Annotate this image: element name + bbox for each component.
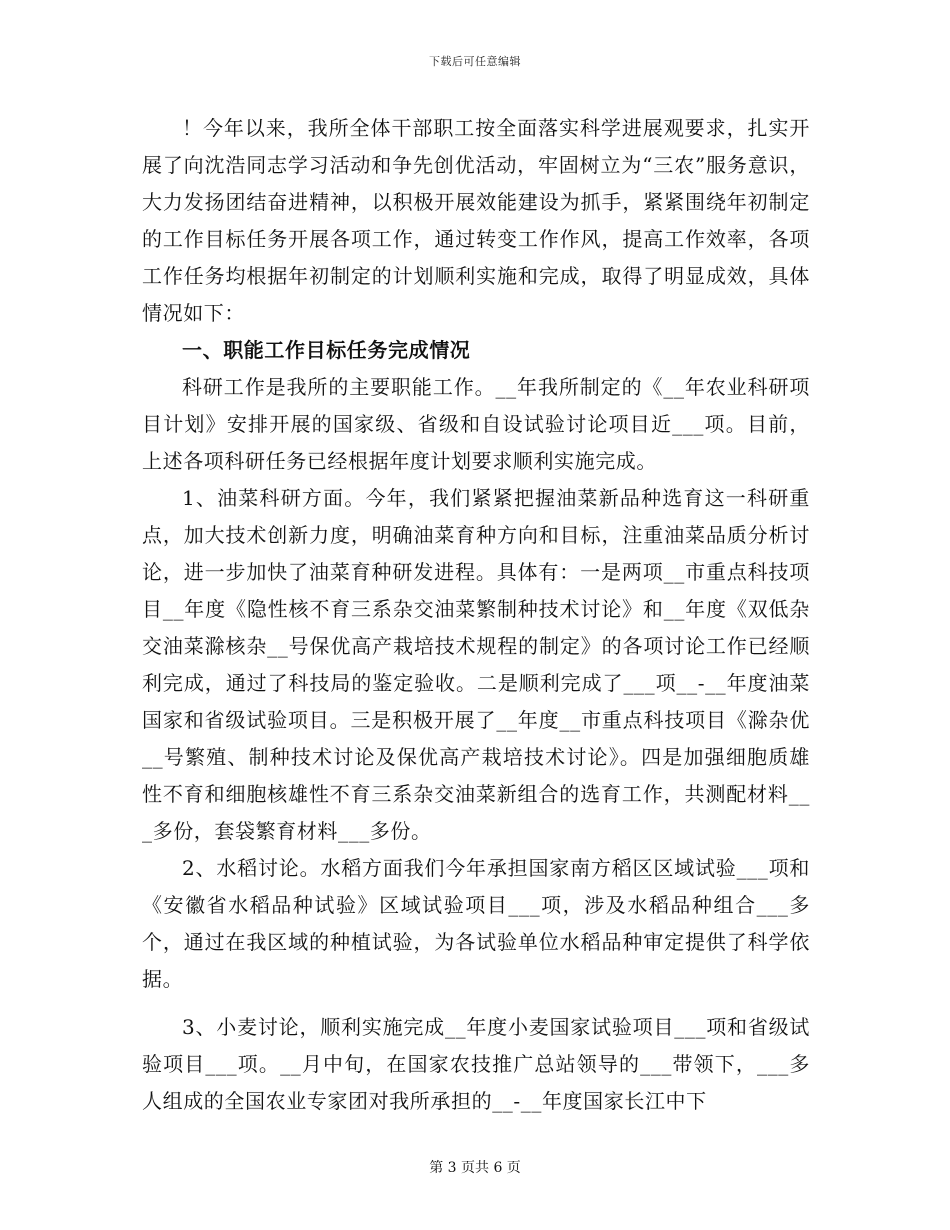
page-header: 下载后可任意编辑: [429, 55, 521, 68]
rapeseed-research-paragraph: 1、油菜科研方面。今年，我们紧紧把握油菜新品种选育这一科研重点，加大技术创新力度，明确油菜育种方向和目标，注重油菜品质分析讨论，进一步加快了油菜育种研发进程。具体有：一是两项__市重点科技项目__年度《隐性核不育三系杂交油菜繁制种技术讨论》和__年度《双低杂交油菜滁核杂__号保优高产栽培技术规程的制定》的各项讨论工作已经顺利完成，通过了科技局的鉴定验收。二是顺利完成了___项__-__年度油菜国家和省级试验项目。三是积极开展了__年度__市重点科技项目《滁杂优__号繁殖、制种技术讨论及保优高产栽培技术讨论》。四是加强细胞质雄性不育和细胞核雄性不育三系杂交油菜新组合的选育工作，共测配材料___多份，套袋繁育材料___多份。: [142, 486, 810, 843]
rice-research-paragraph: 2、水稻讨论。水稻方面我们今年承担国家南方稻区区域试验___项和《安徽省水稻品种试验》区域试验项目___项，涉及水稻品种组合___多个，通过在我区域的种植试验，为各试验单位水稻品种审定提供了科学依据。: [142, 856, 810, 991]
research-overview-paragraph: 科研工作是我所的主要职能工作。__年我所制定的《__年农业科研项目计划》安排开展的国家级、省级和自设试验讨论项目近___项。目前，上述各项科研任务已经根据年度计划要求顺利实施完成。: [142, 375, 810, 473]
intro-paragraph: ！今年以来，我所全体干部职工按全面落实科学进展观要求，扎实开展了向沈浩同志学习活动和争先创优活动，牢固树立为“三农”服务意识，大力发扬团结奋进精神，以积极开展效能建设为抓手，紧紧围绕年初制定的工作目标任务开展各项工作，通过转变工作作风，提高工作效率，各项工作任务均根据年初制定的计划顺利实施和完成，取得了明显成效，具体情况如下：: [142, 116, 810, 325]
page-number-footer: 第 3 页共 6 页: [429, 1160, 521, 1176]
section-heading: 一、职能工作目标任务完成情况: [182, 338, 471, 362]
wheat-research-paragraph: 3、小麦讨论，顺利实施完成__年度小麦国家试验项目___项和省级试验项目___项。__月中旬，在国家农技推广总站领导的___带领下，___多人组成的全国农业专家团对我所承担的__-__年度国家长江中下: [142, 1015, 810, 1113]
document-body: [142, 110, 810, 1120]
